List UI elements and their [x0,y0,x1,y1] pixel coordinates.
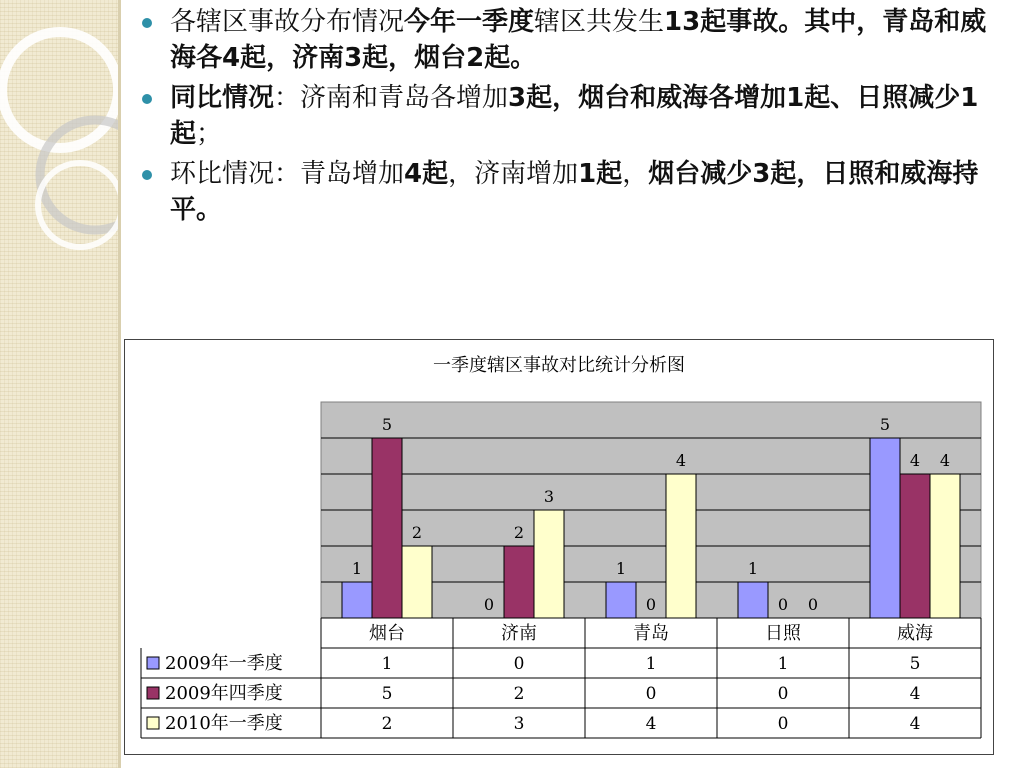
legend-label: 2009年四季度 [165,683,283,704]
category-label: 威海 [897,623,933,644]
bar-value-label: 3 [543,487,555,506]
bullet-dot-icon [142,94,152,104]
bullet-text: ； [196,119,223,149]
bar-1-2 [534,510,564,618]
table-cell: 0 [513,654,525,674]
table-cell: 4 [909,684,921,704]
bullet-text: ，济南增加 [448,159,579,189]
chart [125,340,993,754]
bar-value-label: 1 [351,559,363,578]
table-cell: 0 [777,714,789,734]
table-cell: 1 [381,654,393,674]
legend-label: 2009年一季度 [165,653,283,674]
bar-value-label: 5 [381,415,393,434]
bar-2-2 [666,474,696,618]
table-cell: 1 [777,654,789,674]
bar-4-2 [930,474,960,618]
bullet-text: 同比情况 [170,83,275,113]
decorative-rings [0,0,118,768]
table-cell: 5 [909,654,921,674]
bar-value-label: 5 [879,415,891,434]
strip-edge [118,0,121,768]
bullet-list [140,4,1000,232]
bullet-text: ：济南和青岛各增加 [274,83,509,113]
bar-value-label: 0 [807,595,819,614]
chart-title: 一季度辖区事故对比统计分析图 [433,355,685,376]
table-cell: 5 [381,684,393,704]
bar-4-0 [870,438,900,618]
bullet-item [140,4,1000,76]
bullet-text: 辖区共发生 [534,7,665,37]
bullet-text: 环比情况：青岛增加 [170,159,405,189]
table-cell: 0 [645,684,657,704]
legend-swatch-2 [147,717,159,729]
bar-value-label: 0 [777,595,789,614]
bullet-text: ， [622,159,649,189]
bullet-text: 1起 [578,159,623,189]
bar-value-label: 4 [939,451,951,470]
bar-4-1 [900,474,930,618]
bar-value-label: 2 [513,523,525,542]
bar-value-label: 1 [615,559,627,578]
bar-value-label: 4 [675,451,687,470]
category-label: 烟台 [369,623,405,644]
bullet-dot-icon [142,170,152,180]
bullet-text: 4起 [404,159,449,189]
bullet-text: 各辖区事故分布情况 [170,7,405,37]
bullet-item [140,156,1000,228]
bar-value-label: 0 [645,595,657,614]
table-cell: 4 [909,714,921,734]
table-cell: 1 [645,654,657,674]
table-cell: 2 [381,714,393,734]
bar-0-1 [372,438,402,618]
category-label: 青岛 [633,623,669,644]
decorative-strip [0,0,118,768]
bar-value-label: 4 [909,451,921,470]
bullet-text: 13起事故。其中，青岛和威海各4起，济南3起，烟台2起。 [170,7,987,73]
bullet-text: 烟台减少3起，日照和威海持平。 [170,159,979,225]
chart-frame [124,339,994,755]
table-cell: 0 [777,684,789,704]
bullet-dot-icon [142,18,152,28]
bar-value-label: 2 [411,523,423,542]
table-cell: 2 [513,684,525,704]
legend-label: 2010年一季度 [165,713,283,734]
bar-2-0 [606,582,636,618]
bullet-item [140,80,1000,152]
category-label: 济南 [501,623,537,644]
table-cell: 3 [513,714,525,734]
legend-swatch-0 [147,657,159,669]
table-cell: 4 [645,714,657,734]
bar-1-1 [504,546,534,618]
bar-value-label: 1 [747,559,759,578]
bar-3-0 [738,582,768,618]
category-label: 日照 [765,623,801,644]
bar-0-2 [402,546,432,618]
bullet-text: 今年一季度 [404,7,535,37]
bullet-text: 3起，烟台和威海各增加1起、日照减少1起 [170,83,979,149]
legend-swatch-1 [147,687,159,699]
bar-value-label: 0 [483,595,495,614]
bar-0-0 [342,582,372,618]
